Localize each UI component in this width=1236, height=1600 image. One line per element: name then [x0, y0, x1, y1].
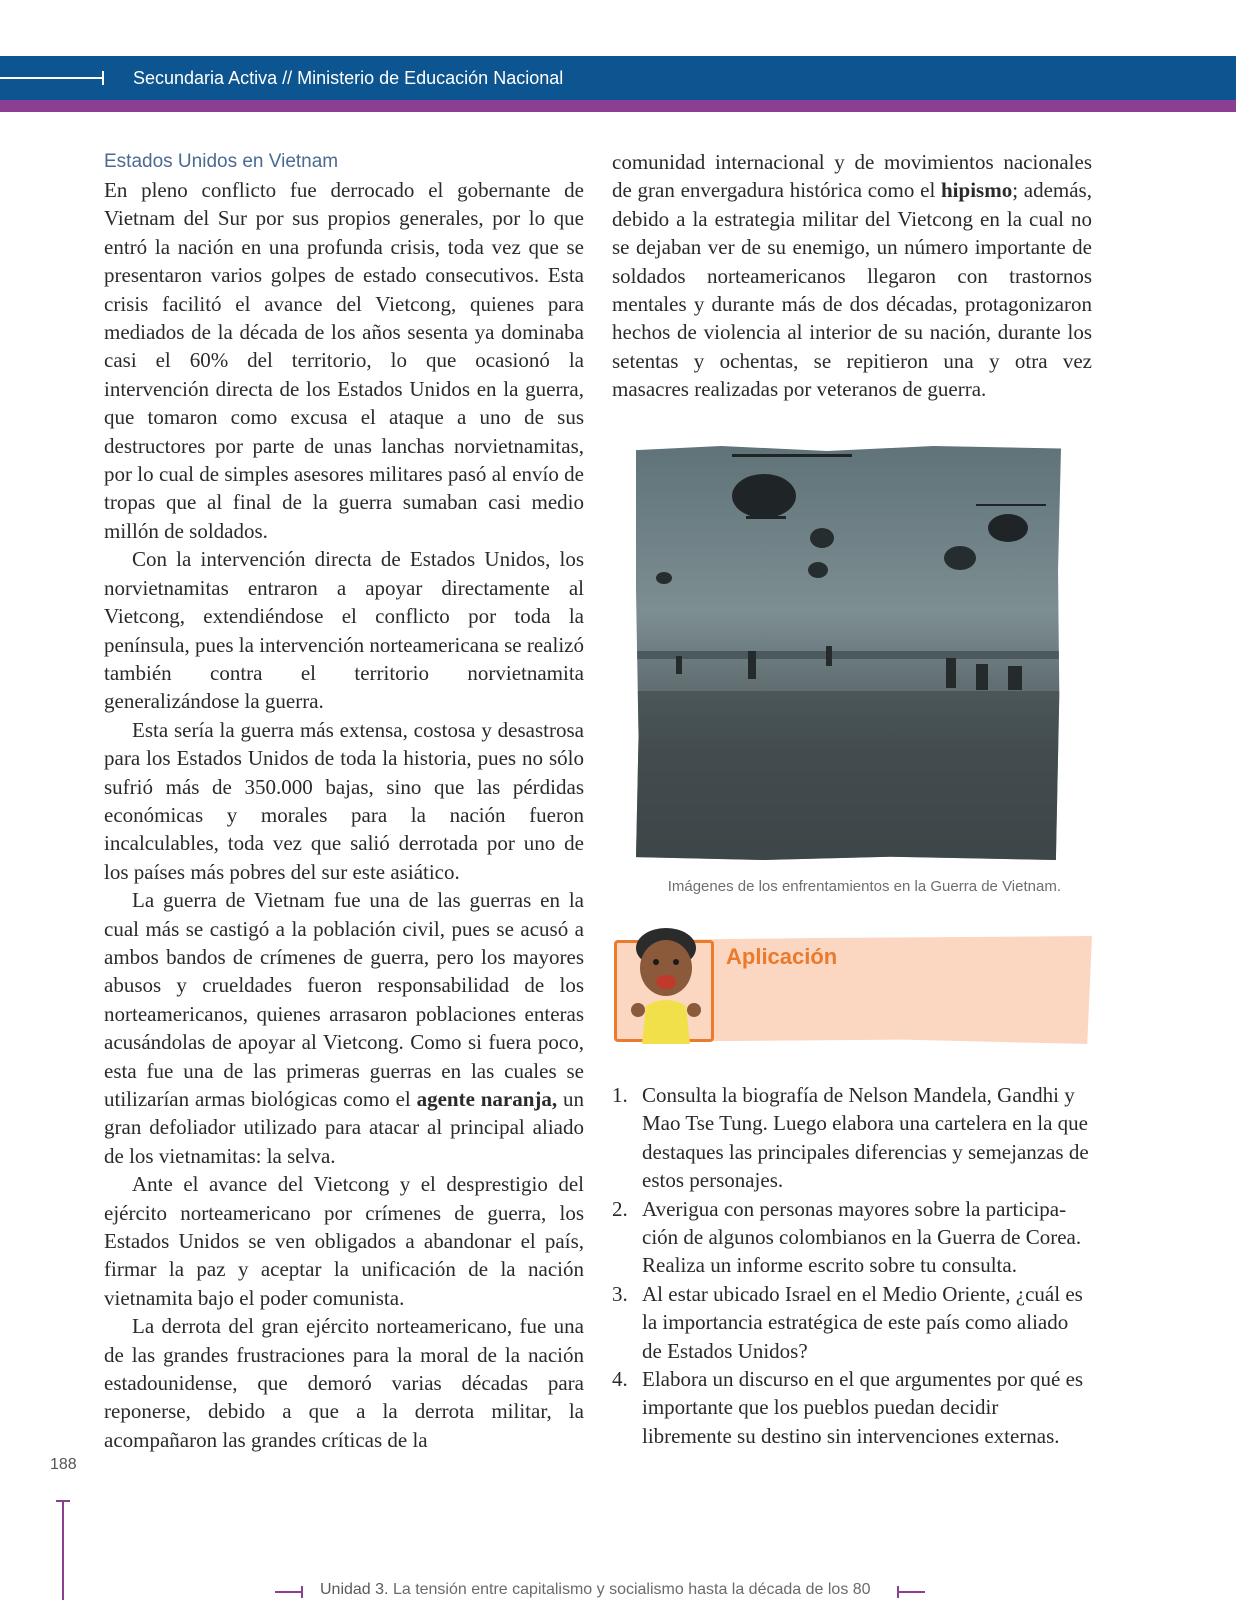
exercise-number: 2.	[612, 1196, 628, 1221]
footer-unit-name: La tensión entre capitalismo y socialismo hasta la década de los 80	[388, 1581, 871, 1598]
exercise-text: Elabora un discurso en el que argumentes por qué es importante que los pueblos puedan decidir libremente su destino sin intervenciones externas.	[642, 1367, 1084, 1448]
student-avatar-icon	[618, 924, 720, 1046]
header-rule	[0, 77, 102, 79]
footer-rule-right	[897, 1591, 925, 1593]
left-column	[104, 148, 584, 1454]
helicopters-scene	[636, 446, 1061, 860]
paragraph-1: En pleno conflicto fue derrocado el gobernante de Vietnam del Sur por sus propios generales, por lo que entró la nación en una profunda crisis, toda vez que se presentaron varios golpes de estado consecutivos. Esta crisis facilitó el avance del Vietcong, quienes para mediados de la década de los años sesenta ya dominaba casi el 60% del territorio, lo que ocasionó la intervención directa de los Estados Unidos en la guerra, que tomaron como excusa el ataque a uno de sus destructores por parte de unas lanchas norvietnamitas, por lo cual de simples asesores militares pasó al envío de tropas que al final de la guerra sumaban casi medio millón de soldados.	[104, 178, 584, 543]
page-number: 188	[50, 1456, 77, 1473]
exercise-text: Consulta la biografía de Nelson Mandela, Gandhi y Mao Tse Tung. Luego elabora una cartelera en la que destaques las principales diferencias y semejanzas de estos personajes.	[642, 1083, 1089, 1193]
paragraph-continued	[612, 148, 1092, 404]
footer-rule-left	[275, 1591, 303, 1593]
paragraph-4-text-a: La guerra de Vietnam fue una de las guerras en la cual más se castigó a la población civil, pues se acusó a ambos bandos de crímenes de guerra, pero los mayores abusos y crueldades fueron responsabilidad de los norteamericanos, quienes arrasaron poblaciones enteras acusándolas de apoyar al Vietcong. Como si fuera poco, esta fue una de las primeras guerras en las cuales se utilizarían armas biológicas como el	[104, 888, 584, 1111]
exercise-number: 4.	[612, 1367, 628, 1392]
exercise-item	[612, 1365, 1092, 1450]
helicopter-icon	[976, 504, 1046, 542]
paragraph-continued-text-a: comunidad internacional y de movimientos nacionales de gran envergadura histórica como el	[612, 150, 1092, 203]
exercise-text: Al estar ubicado Israel en el Medio Oriente, ¿cuál es la importancia estratégica de este país como aliado de Estados Unidos?	[642, 1281, 1083, 1363]
bold-term-agente-naranja: agente naranja,	[416, 1087, 558, 1111]
exercise-number: 1.	[612, 1083, 628, 1107]
footer-rule-right-tick	[897, 1586, 899, 1598]
paragraph-2: Con la intervención directa de Estados Unidos, los norvietnamitas entraron a apoyar directamente al Vietcong, extendiéndose el conflicto por toda la península, pues la intervención norteamericana se realizó también contra el territorio norvietnamita generalizándose la guerra.	[104, 547, 584, 714]
helicopter-large-icon	[732, 454, 852, 519]
exercise-list	[612, 1081, 1092, 1450]
left-margin-rule-tick	[56, 1500, 70, 1502]
aplicacion-title: Aplicación	[726, 944, 838, 969]
paragraph-6: La derrota del gran ejército norteamericano, fue una de las grandes frustraciones para la moral de la nación estadounidense, que demoró varias décadas para reponerse, debido a que a la derrota militar, la acompañaron las grandes críticas de la	[104, 1314, 584, 1452]
header-rule-tick	[102, 71, 104, 85]
footer-rule-left-tick	[301, 1586, 303, 1598]
left-margin-rule	[62, 1500, 64, 1600]
paragraph-3: Esta sería la guerra más extensa, costosa y desastrosa para los Estados Unidos de toda la historia, pues no sólo sufrió más de 350.000 bajas, sino que las pérdidas económicas y morales para la nación fueron incalculables, toda vez que salió derrotada por uno de los países más pobres del sur este asiático.	[104, 717, 584, 884]
paragraph-5: Ante el avance del Vietcong y el desprestigio del ejército norteamericano por crímenes de guerra, los Estados Unidos se ven obligados a abandonar el país, firmar la paz y aceptar la unificación de la nación vietnamita bajo el poder comunista.	[104, 1172, 584, 1310]
footer-unit-title	[320, 1581, 871, 1599]
exercise-text: Averigua con personas mayores sobre la participación de algunos colombianos en la Guerra de Corea. Realiza un informe escrito sobre tu consulta.	[642, 1196, 1082, 1278]
photo-caption: Imágenes de los enfrentamientos en la Guerra de Vietnam.	[667, 878, 1061, 895]
helicopter-small-icon	[656, 528, 976, 584]
bold-term-hipismo: hipismo	[941, 178, 1013, 203]
exercise-item	[612, 1280, 1092, 1365]
header-title: Secundaria Activa // Ministerio de Educación Nacional	[133, 68, 564, 88]
paragraph-continued-text-b: ; además, debido a la estrategia militar del Vietcong en la cual no se dejaban ver de su enemigo, un número importante de soldados norteamericanos llegaron con trastornos mentales y durante más de dos décadas, protagonizaron hechos de violencia al interior de su nación, durante los setentas y ochentas, se repitieron una y otra vez masacres realizadas por veteranos de guerra.	[612, 178, 1092, 402]
right-column	[612, 148, 1092, 404]
paragraph-4	[104, 886, 584, 1170]
exercise-number: 3.	[612, 1281, 628, 1306]
exercise-item	[612, 1195, 1092, 1280]
section-title: Estados Unidos en Vietnam	[104, 151, 339, 172]
paragraph-4-text-b: un gran defoliador utilizado para atacar al principal aliado de los vietnamitas: la selva.	[104, 1087, 584, 1168]
vietnam-war-photo	[636, 446, 1061, 860]
exercise-item	[612, 1081, 1092, 1195]
footer-unit-label: Unidad 3.	[320, 1581, 389, 1598]
header-stripe	[0, 100, 1236, 112]
